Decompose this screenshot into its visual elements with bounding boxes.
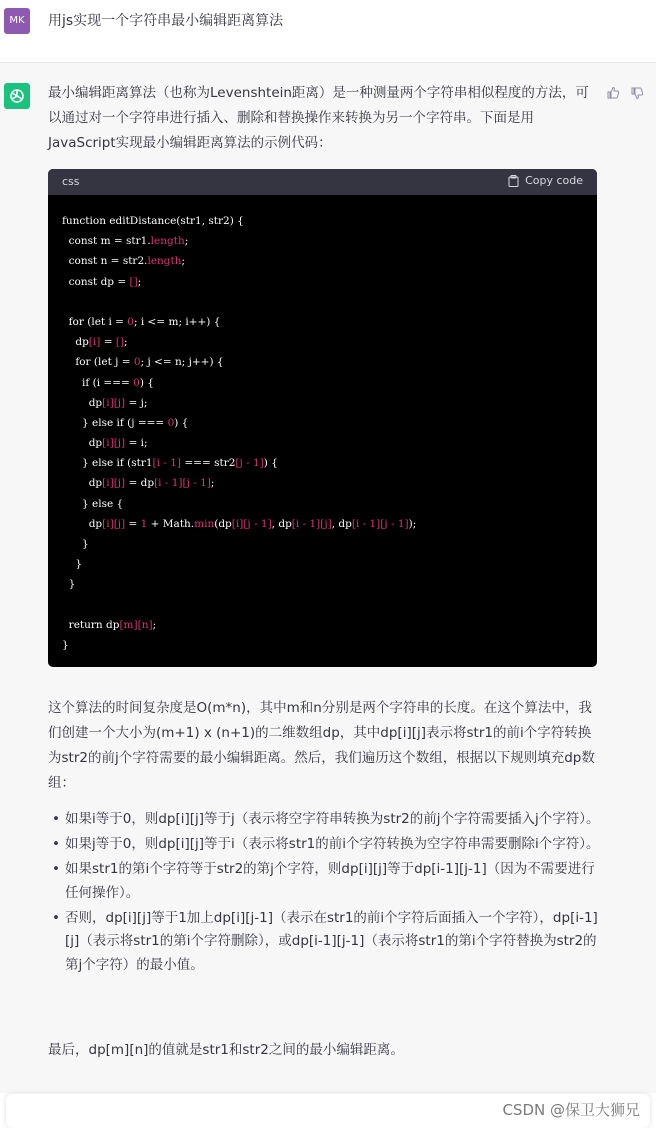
code-token: ;	[152, 618, 157, 631]
code-token: = dp	[125, 477, 155, 490]
user-avatar: MK	[4, 8, 30, 34]
code-token: [i][j]	[102, 396, 126, 409]
watermark: CSDN @保卫大狮兄	[502, 1101, 640, 1119]
code-token: === str2	[181, 457, 236, 470]
code-token: return dp	[62, 618, 120, 631]
clipboard-icon	[508, 175, 519, 187]
code-token: =	[125, 517, 141, 530]
code-token: (dp	[214, 517, 232, 530]
code-token: , dp	[331, 517, 352, 530]
code-token: ;	[210, 477, 215, 490]
answer-explanation: 这个算法的时间复杂度是O(m*n)，其中m和n分别是两个字符串的长度。在这个算法中，我们创建一个大小为(m+1) x (n+1)的二维数组dp，其中dp[i][j]表示将str1的前i个字符转换为str2的前j个字符需要的最小编辑距离。然后，我们遍历这个数组，根据以下规则填充dp数组：	[48, 700, 595, 791]
code-line	[62, 494, 416, 514]
code-token: [i - 1][j]	[291, 517, 332, 530]
code-line	[62, 554, 416, 574]
list-item: • 如果str1的第i个字符等于str2的第j个字符，则dp[i][j]等于dp[i-1][j-1]（因为不需要进行任何操作）。	[48, 858, 600, 905]
code-token: 0	[167, 416, 175, 429]
code-line	[62, 251, 416, 271]
code-line	[62, 373, 416, 393]
code-token: for (let i =	[62, 315, 128, 328]
code-token: dp	[62, 396, 103, 409]
code-token: [i]	[88, 336, 101, 349]
code-line	[62, 433, 416, 453]
code-token: [i][j]	[102, 517, 126, 530]
thumbs-down-icon[interactable]	[630, 85, 644, 104]
code-token: } else {	[62, 497, 124, 510]
code-token: [j - 1]	[235, 457, 264, 470]
code-token: dp	[62, 437, 103, 450]
code-token: [m][n]	[119, 618, 153, 631]
openai-logo-icon	[8, 87, 26, 105]
answer-intro: 最小编辑距离算法（也称为Levenshtein距离）是一种测量两个字符串相似程度的方法，可以通过对一个字符串进行插入、删除和替换操作来转换为另一个字符串。下面是用JavaScript实现最小编辑距离算法的示例代码：	[48, 85, 589, 151]
code-token: const dp =	[62, 275, 130, 288]
code-token: const m = str1.	[62, 235, 151, 248]
code-token: ; j <= n; j++) {	[140, 356, 224, 369]
code-token: dp	[62, 477, 103, 490]
code-token: } else if (j ===	[62, 416, 168, 429]
code-token: }	[62, 558, 83, 571]
code-token: if (i ===	[62, 376, 134, 389]
user-message-row	[0, 0, 656, 63]
code-token: }	[62, 578, 76, 591]
code-line	[62, 534, 416, 554]
code-token: []	[115, 336, 125, 349]
code-token: ; i <= m; i++) {	[133, 315, 221, 328]
code-block	[48, 169, 597, 667]
code-token: ;	[137, 275, 142, 288]
code-token: [i - 1][j - 1]	[351, 517, 409, 530]
code-line	[62, 393, 416, 413]
code-token: ) {	[174, 416, 189, 429]
code-token: length	[147, 255, 182, 268]
code-block-header	[48, 169, 597, 195]
code-token: , dp	[271, 517, 292, 530]
list-item: • 如果j等于0，则dp[i][j]等于i（表示将str1的前i个字符转换为空字符串需要删除i个字符）。	[48, 833, 600, 857]
code-token: dp	[62, 517, 103, 530]
code-token: =	[100, 336, 116, 349]
code-line	[62, 312, 416, 332]
code-token: dp	[62, 336, 89, 349]
code-line	[62, 413, 416, 433]
code-line	[62, 211, 416, 231]
code-token: ;	[124, 336, 128, 349]
code-token: [i - 1][j - 1]	[154, 477, 211, 490]
code-line	[62, 473, 416, 493]
code-language-label: css	[62, 175, 80, 188]
code-line	[62, 514, 416, 534]
assistant-message-row	[0, 63, 656, 1093]
code-token: [i][j - 1]	[231, 517, 272, 530]
code-token: + Math.	[147, 517, 195, 530]
code-line	[62, 272, 416, 292]
code-line	[62, 352, 416, 372]
code-token: ) {	[263, 457, 278, 470]
copy-code-button[interactable]	[508, 174, 583, 187]
thumbs-up-icon[interactable]	[606, 85, 620, 104]
answer-conclusion: 最后，dp[m][n]的值就是str1和str2之间的最小编辑距离。	[48, 1042, 404, 1058]
code-token: const n = str2.	[62, 255, 148, 268]
code-token: [i - 1]	[152, 457, 182, 470]
code-token: } else if (str1	[62, 457, 153, 470]
code-token: 0	[133, 356, 141, 369]
code-token: [i][j]	[102, 477, 126, 490]
list-item: • 否则，dp[i][j]等于1加上dp[i][j-1]（表示在str1的前i个字符后面插入一个字符），dp[i-1][j]（表示将str1的第i个字符删除），或dp[i-1][j-1]（表示将str1的第i个字符替换为str2的第j个字符）的最小值。	[48, 907, 600, 978]
code-token: ;	[184, 235, 189, 248]
code-line	[62, 595, 416, 615]
code-token: = i;	[125, 437, 148, 450]
code-token: );	[408, 517, 417, 530]
code-line	[62, 635, 416, 655]
code-token: for (let j =	[62, 356, 134, 369]
code-token: min	[194, 517, 215, 530]
code-token: []	[129, 275, 138, 288]
code-token: 0	[133, 376, 140, 389]
code-token: 0	[127, 315, 134, 328]
code-token: [i][j]	[102, 437, 126, 450]
code-token: ) {	[139, 376, 154, 389]
code-content	[62, 211, 416, 655]
code-line	[62, 615, 416, 635]
code-token: 1	[140, 517, 148, 530]
copy-code-label: Copy code	[525, 174, 583, 187]
code-line	[62, 292, 416, 312]
code-token: function editDistance(str1, str2) {	[62, 215, 244, 227]
list-item: • 如果i等于0，则dp[i][j]等于j（表示将空字符串转换为str2的前j个字符需要插入j个字符）。	[48, 808, 600, 832]
assistant-avatar	[4, 83, 30, 109]
code-token: }	[62, 638, 69, 651]
code-line	[62, 332, 416, 352]
code-line	[62, 231, 416, 251]
code-token: = j;	[125, 396, 148, 409]
code-line	[62, 574, 416, 594]
code-token: }	[62, 538, 89, 550]
rules-list	[48, 808, 600, 979]
code-token: ;	[181, 255, 186, 268]
code-line	[62, 453, 416, 473]
user-message-text: 用js实现一个字符串最小编辑距离算法	[48, 13, 284, 29]
code-token: length	[150, 235, 185, 248]
